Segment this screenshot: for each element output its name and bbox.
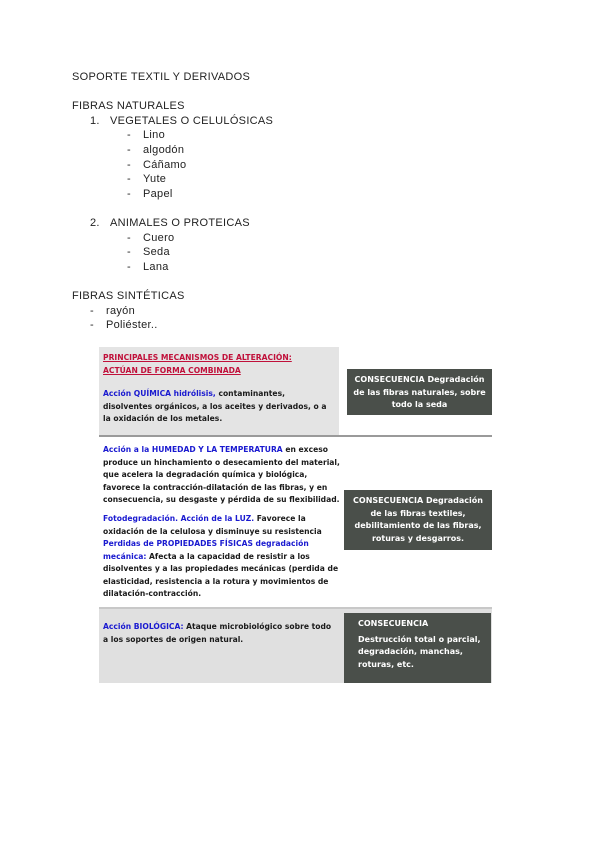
list-item-text: Cuero <box>143 231 175 244</box>
biological-action-text <box>103 621 333 646</box>
consequence-box-humidity: CONSECUENCIA Degradación de las fibras textiles, debilitamiento de las fibras, roturas y desgarros. <box>344 490 492 550</box>
list-item-text: rayón <box>106 304 136 317</box>
dash-marker: - <box>127 260 131 273</box>
figure-header-text: PRINCIPALES MECANISMOS DE ALTERACIÓN: ACTÚAN DE FORMA COMBINADA <box>103 353 292 375</box>
list-item <box>72 231 273 246</box>
dash-marker: - <box>127 173 131 186</box>
group-heading-vegetales <box>72 114 273 129</box>
dash-marker: - <box>90 304 94 317</box>
chemical-label: Acción QUÍMICA hidrólisis, <box>103 389 216 398</box>
list-item-text: Lino <box>143 129 165 142</box>
list-item-text: Yute <box>143 173 167 186</box>
list-item-text: Poliéster.. <box>106 319 158 332</box>
list-item <box>72 260 273 275</box>
group-heading-animales <box>72 216 273 231</box>
dash-marker: - <box>127 231 131 244</box>
dash-marker: - <box>127 246 131 259</box>
natural-heading: FIBRAS NATURALES <box>72 100 185 113</box>
light-label: Fotodegradación. Acción de la LUZ. <box>103 514 255 523</box>
consequence-title: CONSECUENCIA <box>358 619 429 628</box>
physical-label: Perdidas de PROPIEDADES FÍSICAS degradación mecánica: <box>103 539 309 561</box>
document-title: SOPORTE TEXTIL Y DERIVADOS <box>72 71 251 83</box>
dash-marker: - <box>127 187 131 200</box>
group-label: VEGETALES O CELULÓSICAS <box>110 114 274 127</box>
physical-text: Afecta a la capacidad de resistir a los disolventes y a las propiedades mecánicas (perdida de elasticidad, resistencia a la rotura y movimientos de dilatación-contracción. <box>103 551 339 598</box>
dash-marker: - <box>127 129 131 142</box>
list-item-text: algodón <box>143 143 185 156</box>
chemical-action-text <box>103 388 331 426</box>
light-action-text <box>103 513 341 601</box>
light-text: Favorece la oxidación de la celulosa y disminuye su resistencia <box>103 514 322 536</box>
humidity-label: Acción a la HUMEDAD Y LA TEMPERATURA <box>103 445 283 454</box>
separator <box>99 435 492 437</box>
list-number: 1. <box>90 114 100 127</box>
list-item <box>72 318 273 333</box>
list-item <box>72 245 273 260</box>
synthetic-heading: FIBRAS SINTÉTICAS <box>72 289 185 302</box>
humidity-action-text <box>103 444 341 507</box>
biological-label: Acción BIOLÓGICA: <box>103 622 184 631</box>
list-number: 2. <box>90 216 100 229</box>
dash-marker: - <box>127 143 131 156</box>
biological-text: Ataque microbiológico sobre todo a los soportes de origen natural. <box>103 622 332 644</box>
document-body <box>72 70 273 333</box>
consequence-text: Destrucción total o parcial, degradación, manchas, roturas, etc. <box>358 634 481 669</box>
alteration-mechanisms-figure <box>99 347 492 683</box>
list-item <box>72 143 273 158</box>
chemical-text: contaminantes, disolventes orgánicos, a los aceites y derivados, o a la oxidación de los metales. <box>103 389 327 423</box>
dash-marker: - <box>127 158 131 171</box>
dash-marker: - <box>90 319 94 332</box>
list-item <box>72 187 273 202</box>
humidity-text: en exceso produce un hinchamiento o desecamiento del material, que acelera la degradación química y biológica, favorece la contracción-dilatación de las fibras, y en consecuencia, su desgaste y pérdida de su flexibilidad. <box>103 445 340 504</box>
list-item <box>72 304 273 319</box>
list-item <box>72 172 273 187</box>
list-item <box>72 158 273 173</box>
list-item-text: Seda <box>143 246 170 259</box>
list-item <box>72 128 273 143</box>
group-label: ANIMALES O PROTEICAS <box>110 216 250 229</box>
list-item-text: Cáñamo <box>143 158 187 171</box>
list-item-text: Lana <box>143 260 169 273</box>
figure-header <box>103 352 329 377</box>
consequence-box-biological <box>344 613 491 683</box>
consequence-box-chemical: CONSECUENCIA Degradación de las fibras naturales, sobre todo la seda <box>347 369 492 415</box>
list-item-text: Papel <box>143 187 173 200</box>
